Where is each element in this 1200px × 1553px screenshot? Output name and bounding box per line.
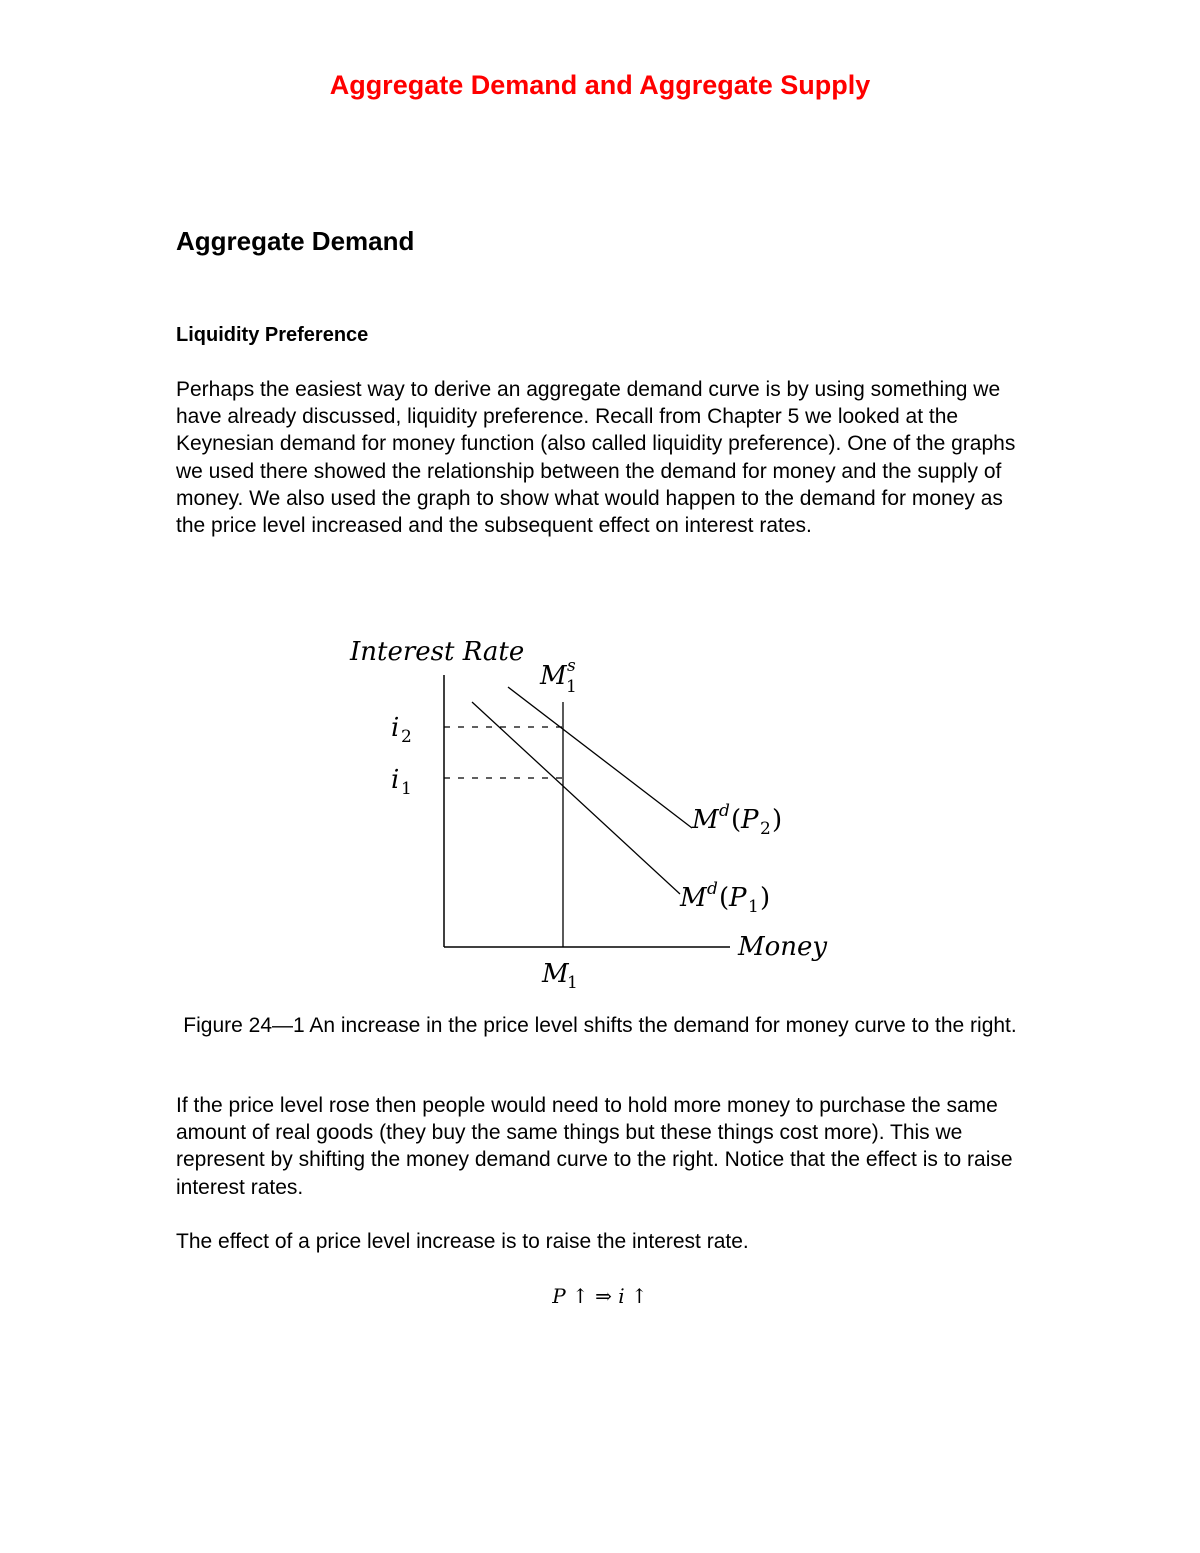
tick-label-i1-sub: 1 xyxy=(401,779,412,799)
price-level-paragraph: If the price level rose then people would need to hold more money to purchase the same amount of real goods (they buy the same things but these things cost more). This we represent by shifting the money demand curve to the right. Notice that the effect is to raise interest rates. xyxy=(176,1094,1013,1199)
document-title: Aggregate Demand and Aggregate Supply xyxy=(329,70,871,100)
demand-label-p1-sub: 1 xyxy=(748,897,759,917)
demand-label-p1: M xyxy=(680,883,707,913)
tick-label-i1: i xyxy=(391,765,400,795)
demand-label-p2-close: ) xyxy=(772,805,783,835)
formula-implies: ⇒ xyxy=(595,1284,612,1308)
demand-label-p1-sup: d xyxy=(707,879,718,899)
price-interest-formula xyxy=(0,1284,1200,1308)
figure-caption: Figure 24—1 An increase in the price level shifts the demand for money curve to the right. xyxy=(183,1014,1017,1037)
demand-label-p1-close: ) xyxy=(760,883,771,913)
money-market-figure xyxy=(330,620,850,1000)
money-supply-label-sup: s xyxy=(567,656,576,676)
demand-label-p2-open: ( xyxy=(731,805,742,835)
demand-label-p2-sup: d xyxy=(719,801,730,821)
money-demand-curve-p1 xyxy=(472,702,680,894)
tick-label-i2-sub: 2 xyxy=(401,727,412,747)
formula-interest: i xyxy=(618,1284,625,1308)
intro-paragraph: Perhaps the easiest way to derive an aggregate demand curve is by using something we have already discussed, liquidity preference. Recall from Chapter 5 we looked at the Keynesian demand for money function (also called liquidity preference). One of the graphs we used there showed the relationship between the demand for money and the supply of money. We also used the graph to show what would happen to the demand for money as the price level increased and the subsequent effect on interest rates. xyxy=(176,378,1016,538)
formula-price: P xyxy=(552,1284,566,1308)
y-axis-label: Interest Rate xyxy=(350,637,525,667)
demand-label-p2-sub: 2 xyxy=(760,819,771,839)
money-supply-label: M xyxy=(540,661,567,691)
tick-label-i2: i xyxy=(391,713,400,743)
section-heading: Aggregate Demand xyxy=(176,226,415,256)
demand-label-p2-p: P xyxy=(741,805,759,835)
money-supply-label-sub: 1 xyxy=(566,677,577,697)
money-demand-curve-p2 xyxy=(508,687,692,828)
subheading: Liquidity Preference xyxy=(176,324,369,346)
formula-up-arrow-2: ↑ xyxy=(631,1284,648,1308)
tick-label-m1-sub: 1 xyxy=(567,973,578,993)
x-axis-label: Money xyxy=(738,932,828,962)
demand-label-p1-open: ( xyxy=(719,883,730,913)
tick-label-m1: M xyxy=(542,959,569,989)
demand-label-p1-p: P xyxy=(729,883,747,913)
formula-up-arrow-1: ↑ xyxy=(572,1284,589,1308)
conclusion-paragraph: The effect of a price level increase is to raise the interest rate. xyxy=(176,1230,749,1253)
demand-label-p2: M xyxy=(692,805,719,835)
